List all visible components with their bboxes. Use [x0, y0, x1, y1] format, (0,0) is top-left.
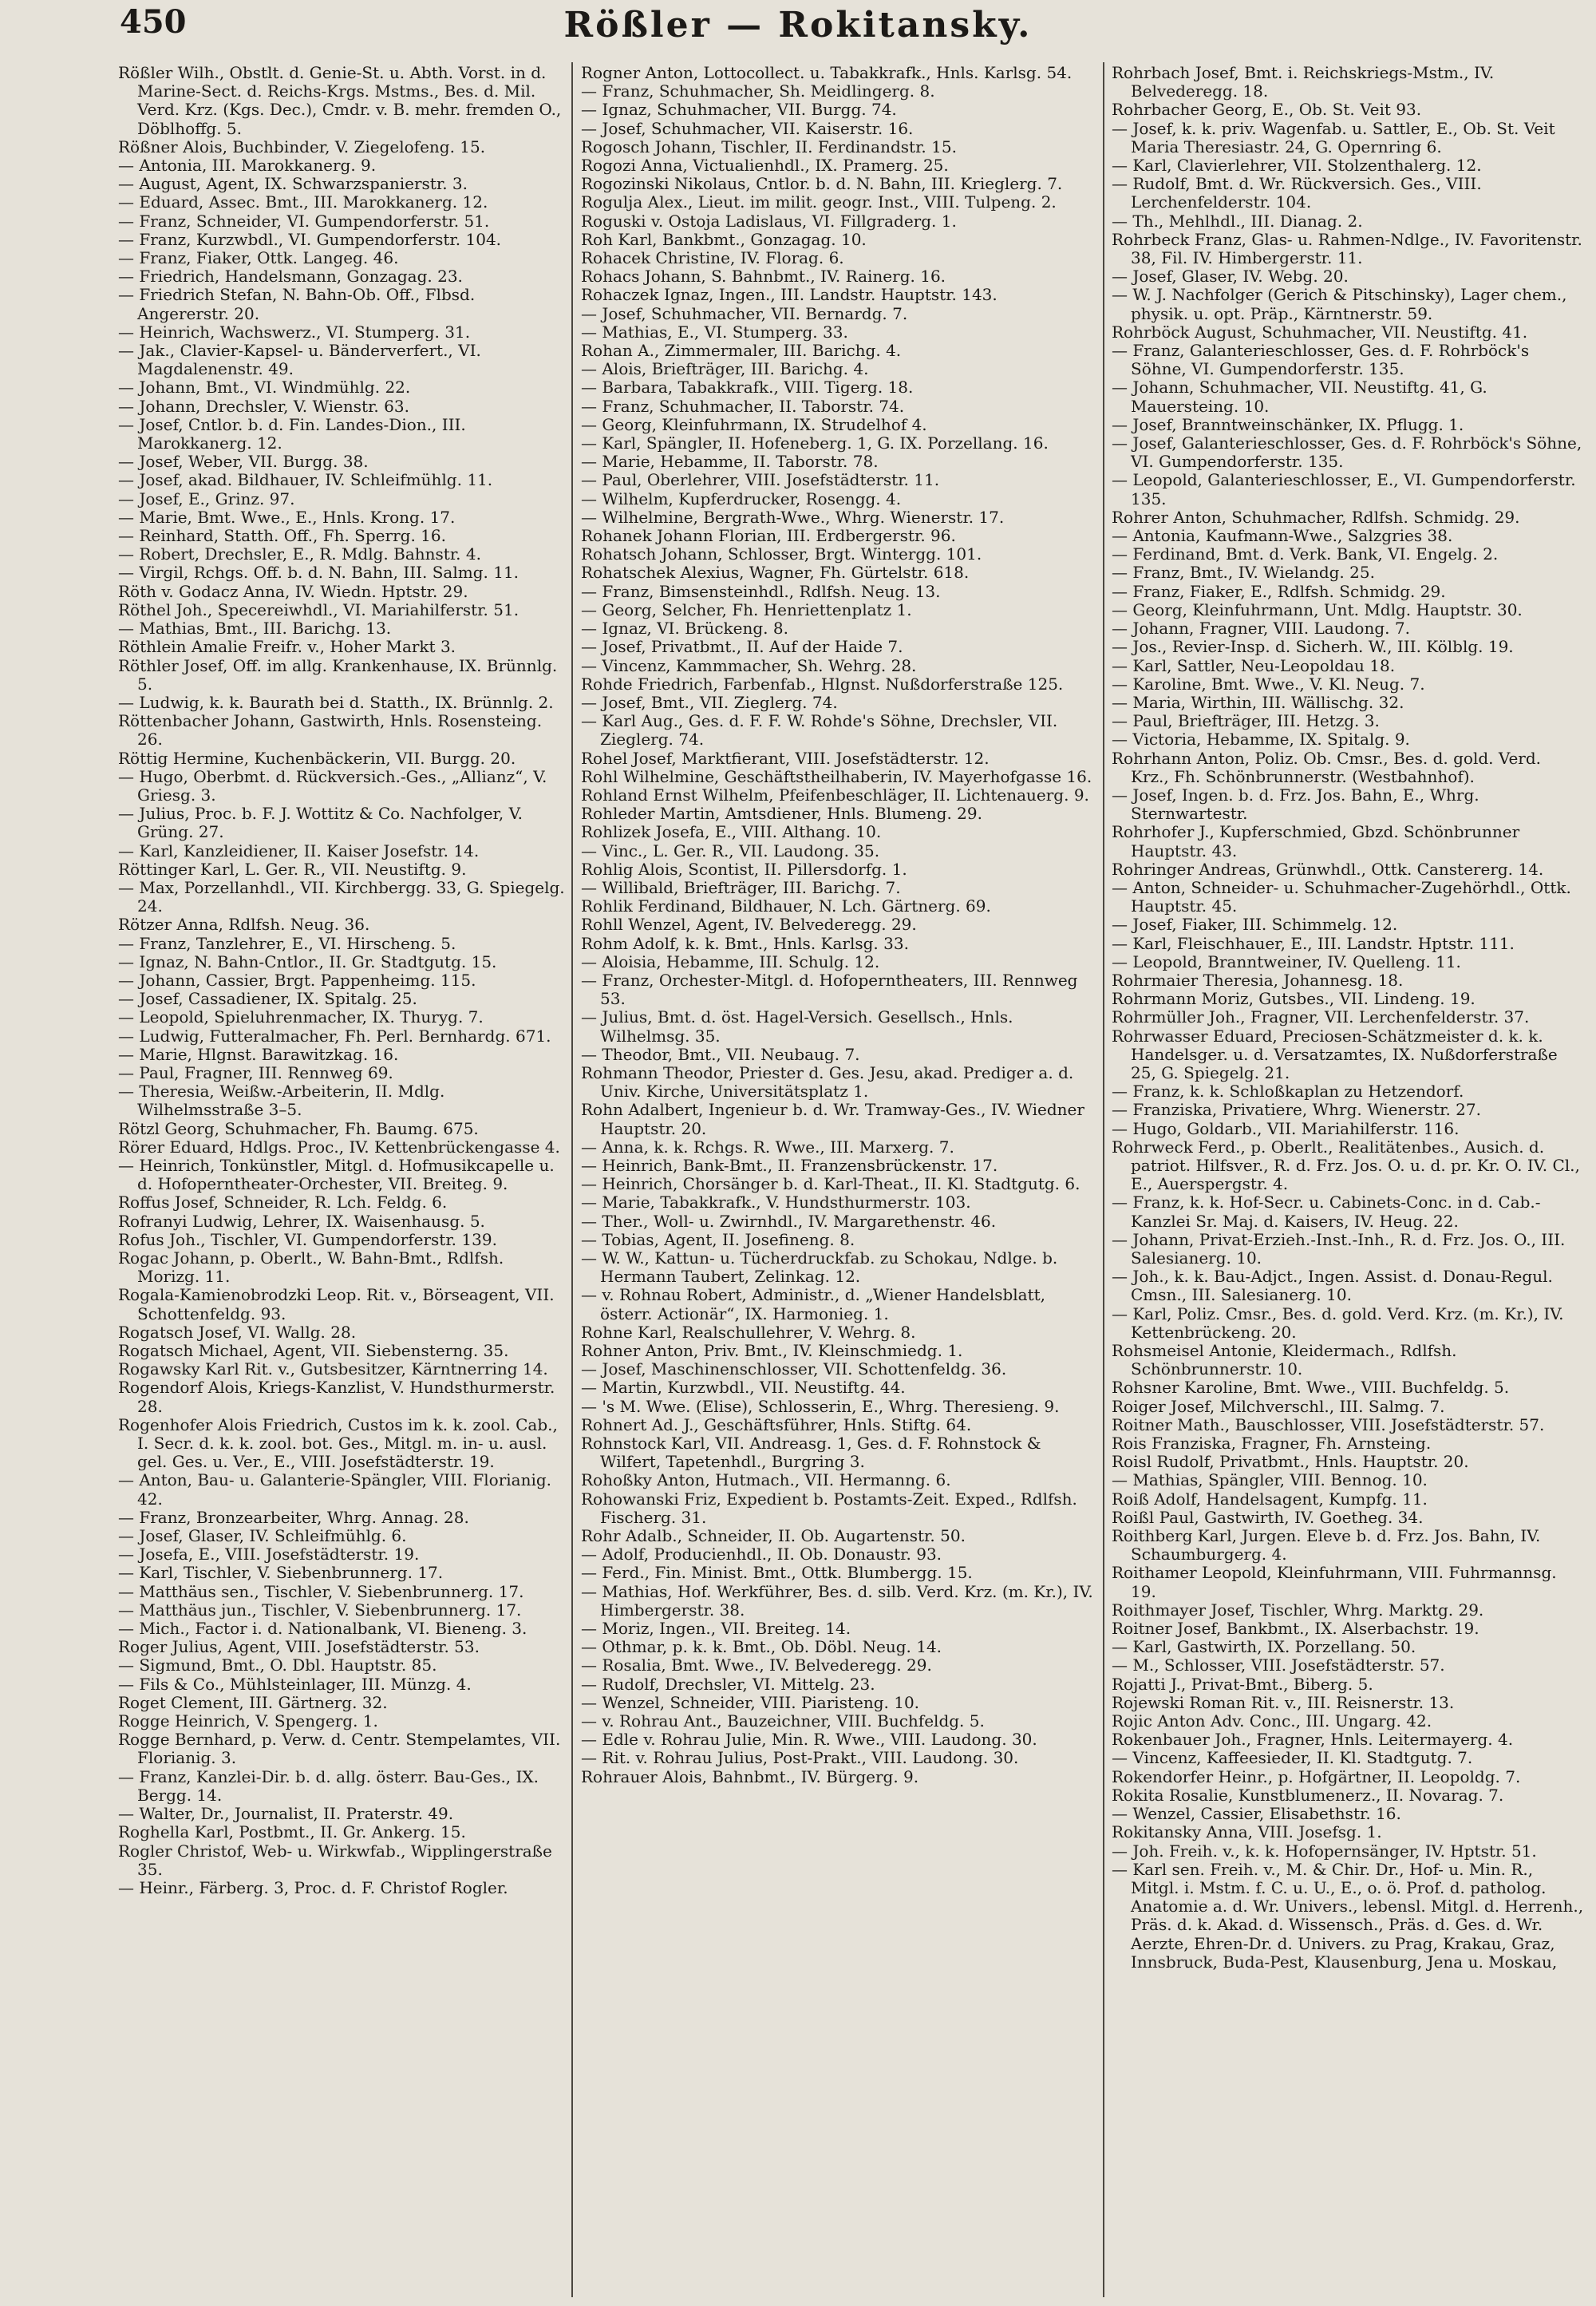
directory-entry: Rokendorfer Heinr., p. Hofgärtner, II. Leopoldg. 7. [1112, 1766, 1521, 1786]
directory-entry: Rohrbeck Franz, Glas- u. Rahmen-Ndlge., IV. Favoritenstr. 38, Fil. IV. Himbergerstr. 11. [1112, 229, 1582, 268]
directory-entry: — Josef, Glaser, IV. Webg. 20. [1112, 267, 1349, 287]
directory-entry: Rohmann Theodor, Priester d. Ges. Jesu, akad. Prediger a. d. Univ. Kirche, Universitätsplatz 1. [581, 1062, 1074, 1102]
directory-entry: — 's M. Wwe. (Elise), Schlosserin, E., Whrg. Theresieng. 9. [581, 1396, 1060, 1416]
directory-entry: — Karl Aug., Ges. d. F. F. W. Rohde's Söhne, Drechsler, VII. Zieglerg. 74. [581, 711, 1058, 750]
directory-entry: — Karoline, Bmt. Wwe., V. Kl. Neug. 7. [1112, 674, 1425, 694]
directory-entry: — Mathias, E., VI. Stumperg. 33. [581, 322, 848, 342]
directory-entry: Roithmayer Josef, Tischler, Whrg. Marktg. 29. [1112, 1600, 1484, 1620]
directory-entry: — Ludwig, k. k. Baurath bei d. Statth., IX. Brünnlg. 2. [118, 692, 554, 712]
directory-entry: — Franz, Fiaker, Ottk. Langeg. 46. [118, 248, 399, 268]
directory-entry: — Heinrich, Tonkünstler, Mitgl. d. Hofmusikcapelle u. d. Hofoperntheater-Orchester, VII. Breiteg. 9. [118, 1155, 555, 1194]
directory-entry: — Theodor, Bmt., VII. Neubaug. 7. [581, 1044, 860, 1064]
directory-entry: — Franz, Tanzlehrer, E., VI. Hirscheng. 5. [118, 933, 456, 953]
directory-entry: Rohll Wenzel, Agent, IV. Belvederegg. 29. [581, 915, 917, 935]
directory-entry: Roißl Paul, Gastwirth, IV. Goetheg. 34. [1112, 1507, 1424, 1527]
directory-entry: — Sigmund, Bmt., O. Dbl. Hauptstr. 85. [118, 1655, 437, 1675]
directory-entry: Rohel Josef, Marktfierant, VIII. Josefstädterstr. 12. [581, 748, 990, 768]
directory-entry: Rohlik Ferdinand, Bildhauer, N. Lch. Gärtnerg. 69. [581, 896, 991, 916]
directory-entry: — Franz, Orchester-Mitgl. d. Hofoperntheaters, III. Rennweg 53. [581, 970, 1078, 1009]
directory-entry: — Robert, Drechsler, E., R. Mdlg. Bahnstr. 4. [118, 544, 481, 564]
directory-entry: — Matthäus jun., Tischler, V. Siebenbrunnerg. 17. [118, 1600, 522, 1620]
directory-entry: — Rosalia, Bmt. Wwe., IV. Belvederegg. 29. [581, 1655, 932, 1675]
directory-entry: Rohleder Martin, Amtsdiener, Hnls. Blumeng. 29. [581, 804, 982, 824]
directory-entry: — Karl, Gastwirth, IX. Porzellang. 50. [1112, 1637, 1416, 1657]
directory-entry: Rohanek Johann Florian, III. Erdbergerstr. 96. [581, 526, 956, 546]
directory-entry: Rohnstock Karl, VII. Andreasg. 1, Ges. d. F. Rohnstock & Wilfert, Tapetenhdl., Burgring 3. [581, 1434, 1041, 1472]
directory-entry: — Johann, Privat-Erzieh.-Inst.-Inh., R. d. Frz. Jos. O., III. Salesianerg. 10. [1112, 1229, 1566, 1268]
directory-entry: — Hugo, Goldarb., VII. Mariahilferstr. 116. [1112, 1118, 1460, 1138]
directory-entry: — Jak., Clavier-Kapsel- u. Bänderverfert., VI. Magdalenenstr. 49. [118, 341, 481, 379]
directory-entry: — Josef, Cntlor. b. d. Fin. Landes-Dion., III. Marokkanerg. 12. [118, 414, 466, 453]
column-1 [118, 64, 565, 2291]
directory-entry: Röttig Hermine, Kuchenbäckerin, VII. Burgg. 20. [118, 748, 516, 768]
directory-entry: — Ignaz, Schuhmacher, VII. Burgg. 74. [581, 100, 897, 120]
directory-entry: — Leopold, Spieluhrenmacher, IX. Thuryg. 7. [118, 1007, 484, 1027]
directory-entry: Rohrbacher Georg, E., Ob. St. Veit 93. [1112, 100, 1422, 120]
directory-entry: — Marie, Hebamme, II. Taborstr. 78. [581, 452, 879, 472]
directory-entry: Rohland Ernst Wilhelm, Pfeifenbeschläger, II. Lichtenauerg. 9. [581, 785, 1089, 805]
directory-entry: — Karl, Kanzleidiener, II. Kaiser Josefstr. 14. [118, 841, 480, 860]
directory-entry: — Franz, Schuhmacher, Sh. Meidlingerg. 8. [581, 81, 935, 101]
directory-entry: — Franz, k. k. Schloßkaplan zu Hetzendorf. [1112, 1082, 1464, 1102]
directory-entry: — Julius, Bmt. d. öst. Hagel-Versich. Gesellsch., Hnls. Wilhelmsg. 35. [581, 1007, 1013, 1046]
directory-entry: Roitner Math., Bauschlosser, VIII. Josefstädterstr. 57. [1112, 1414, 1545, 1434]
directory-entry: — Julius, Proc. b. F. J. Wottitz & Co. Nachfolger, V. Grüng. 27. [118, 804, 523, 842]
directory-entry: Rohrmann Moriz, Gutsbes., VII. Lindeng. 19. [1112, 989, 1476, 1009]
directory-entry: Rogosch Johann, Tischler, II. Ferdinandstr. 15. [581, 136, 957, 156]
directory-entry: — Ferd., Fin. Minist. Bmt., Ottk. Blumbergg. 15. [581, 1563, 973, 1583]
directory-entry: Rohlig Alois, Scontist, II. Pillersdorfg. 1. [581, 859, 907, 879]
directory-entry: — Karl, Tischler, V. Siebenbrunnerg. 17. [118, 1563, 444, 1583]
directory-entry: — Josef, Bmt., VII. Zieglerg. 74. [581, 692, 838, 712]
directory-entry: Roffus Josef, Schneider, R. Lch. Feldg. 6. [118, 1193, 448, 1212]
directory-entry: Rohrböck August, Schuhmacher, VII. Neustiftg. 41. [1112, 322, 1528, 342]
directory-entry: — Fils & Co., Mühlsteinlager, III. Münzg. 4. [118, 1674, 472, 1694]
directory-entry: — Joh. Freih. v., k. k. Hofopernsänger, IV. Hptstr. 51. [1112, 1841, 1537, 1861]
directory-entry: — Wilhelm, Kupferdrucker, Rosengg. 4. [581, 488, 902, 508]
directory-entry: Roitner Josef, Bankbmt., IX. Alserbachstr. 19. [1112, 1619, 1479, 1639]
directory-entry: — Friedrich, Handelsmann, Gonzagag. 23. [118, 267, 463, 287]
directory-entry: — Paul, Briefträger, III. Hetzg. 3. [1112, 711, 1380, 731]
directory-entry: — Mathias, Hof. Werkführer, Bes. d. silb. Verd. Krz. (m. Kr.), IV. Himbergerstr. 38. [581, 1581, 1093, 1620]
directory-entry: Röttenbacher Johann, Gastwirth, Hnls. Rosensteing. 26. [118, 711, 543, 750]
directory-entry: — Virgil, Rchgs. Off. b. d. N. Bahn, III. Salmg. 11. [118, 563, 519, 583]
directory-entry: — Th., Mehlhdl., III. Dianag. 2. [1112, 211, 1363, 231]
directory-entry: Roiger Josef, Milchverschl., III. Salmg. 7. [1112, 1396, 1445, 1416]
directory-entry: — Antonia, III. Marokkanerg. 9. [118, 156, 377, 176]
directory-entry: — Heinrich, Bank-Bmt., II. Franzensbrückenstr. 17. [581, 1155, 998, 1175]
directory-entry: Roiß Adolf, Handelsagent, Kumpfg. 11. [1112, 1489, 1428, 1509]
directory-entry: Rohrmüller Joh., Fragner, VII. Lerchenfelderstr. 37. [1112, 1007, 1530, 1027]
directory-entry: — Walter, Dr., Journalist, II. Praterstr. 49. [118, 1804, 454, 1824]
directory-entry: Rohsmeisel Antonie, Kleidermach., Rdlfsh. Schönbrunnerstr. 10. [1112, 1341, 1457, 1379]
directory-entry: Rogala-Kamienobrodzki Leop. Rit. v., Börseagent, VII. Schottenfeldg. 93. [118, 1285, 555, 1323]
directory-entry: — Heinr., Färberg. 3, Proc. d. F. Christof Rogler. [118, 1877, 508, 1897]
directory-entry: Rojatti J., Privat-Bmt., Biberg. 5. [1112, 1674, 1373, 1694]
directory-entry: — Friedrich Stefan, N. Bahn-Ob. Off., Flbsd. Angererstr. 20. [118, 285, 476, 323]
directory-entry: — Franz, Kanzlei-Dir. b. d. allg. österr. Bau-Ges., IX. Bergg. 14. [118, 1766, 539, 1805]
directory-entry: — Theresia, Weißw.-Arbeiterin, II. Mdlg. Wilhelmsstraße 3–5. [118, 1082, 445, 1120]
directory-entry: — M., Schlosser, VIII. Josefstädterstr. 57. [1112, 1655, 1445, 1675]
directory-entry: — Georg, Kleinfuhrmann, IX. Strudelhof 4. [581, 414, 927, 434]
directory-entry: Rohlizek Josefa, E., VIII. Althang. 10. [581, 822, 882, 842]
directory-entry: — Johann, Fragner, VIII. Laudong. 7. [1112, 619, 1410, 639]
directory-entry: Rohatschek Alexius, Wagner, Fh. Gürtelstr. 618. [581, 563, 970, 583]
directory-entry: Roger Julius, Agent, VIII. Josefstädterstr. 53. [118, 1637, 480, 1657]
directory-entry: Röthel Joh., Specereiwhdl., VI. Mariahilferstr. 51. [118, 599, 519, 619]
directory-entry: Rohm Adolf, k. k. Bmt., Hnls. Karlsg. 33. [581, 933, 909, 953]
directory-entry: — Leopold, Branntweiner, IV. Quelleng. 11. [1112, 951, 1461, 971]
directory-entry: — Josef, Privatbmt., II. Auf der Haide 7. [581, 637, 903, 657]
directory-entry: — Josef, Maschinenschlosser, VII. Schottenfeldg. 36. [581, 1359, 1007, 1379]
column-2 [581, 64, 1096, 2291]
directory-entry: Rötzer Anna, Rdlfsh. Neug. 36. [118, 915, 370, 935]
directory-entry: Röthlein Amalie Freifr. v., Hoher Markt 3. [118, 637, 456, 657]
directory-entry: — Marie, Hlgnst. Barawitzkag. 16. [118, 1044, 399, 1064]
directory-entry: — Johann, Cassier, Brgt. Pappenheimg. 115. [118, 970, 476, 990]
directory-entry: Rogozi Anna, Victualienhdl., IX. Pramerg. 25. [581, 156, 949, 176]
directory-entry: — Reinhard, Statth. Off., Fh. Sperrg. 16. [118, 526, 446, 546]
directory-entry: Roithberg Karl, Jurgen. Eleve b. d. Frz. Jos. Bahn, IV. Schaumburgerg. 4. [1112, 1526, 1541, 1564]
directory-entry: Rohacek Christine, IV. Florag. 6. [581, 248, 844, 268]
directory-entry: — Ludwig, Futteralmacher, Fh. Perl. Bernhardg. 671. [118, 1026, 551, 1046]
directory-entry: Rogatsch Michael, Agent, VII. Siebensterng. 35. [118, 1341, 509, 1361]
directory-entry: — Karl, Spängler, II. Hofeneberg. 1, G. IX. Porzellang. 16. [581, 433, 1049, 453]
directory-entry: Rößner Alois, Buchbinder, V. Ziegelofeng. 15. [118, 136, 486, 156]
directory-entry: Rohrhann Anton, Poliz. Ob. Cmsr., Bes. d. gold. Verd. Krz., Fh. Schönbrunnerstr. (Westbahnhof). [1112, 748, 1542, 786]
directory-entry: Roithamer Leopold, Kleinfuhrmann, VIII. Fuhrmannsg. 19. [1112, 1563, 1557, 1601]
directory-entry: Rogatsch Josef, VI. Wallg. 28. [118, 1322, 357, 1342]
directory-entry: Rohacs Johann, S. Bahnbmt., IV. Rainerg. 16. [581, 267, 946, 287]
directory-entry: Rötzl Georg, Schuhmacher, Fh. Baumg. 675. [118, 1118, 479, 1138]
directory-entry: — Josef, Fiaker, III. Schimmelg. 12. [1112, 915, 1398, 935]
directory-entry: Roget Clement, III. Gärtnerg. 32. [118, 1692, 388, 1712]
directory-entry: — Franz, k. k. Hof-Secr. u. Cabinets-Conc. in d. Cab.-Kanzlei Sr. Maj. d. Kaisers, IV. Heug. 22. [1112, 1193, 1541, 1231]
directory-entry: — Franz, Schneider, VI. Gumpendorferstr. 51. [118, 211, 490, 231]
directory-entry: — Franz, Bronzearbeiter, Whrg. Annag. 28. [118, 1507, 469, 1527]
directory-entry: — Karl, Sattler, Neu-Leopoldau 18. [1112, 655, 1396, 675]
directory-entry: Rohrmaier Theresia, Johannesg. 18. [1112, 970, 1404, 990]
directory-entry: Rohrweck Ferd., p. Oberlt., Realitätenbes., Ausich. d. patriot. Hilfsver., R. d. Frz. Jos. O. u. d. pr. Kr. O. IV. Cl., E., Auerspergstr. 4. [1112, 1137, 1580, 1194]
page-number: 450 [120, 3, 187, 41]
directory-entry: — Johann, Drechsler, V. Wienstr. 63. [118, 396, 409, 416]
directory-entry: — Mathias, Bmt., III. Barichg. 13. [118, 619, 392, 639]
directory-entry: Rößler Wilh., Obstlt. d. Genie-St. u. Abth. Vorst. in d. Marine-Sect. d. Reichs-Krgs. Mstms., Bes. d. Mil. Verd. Krz. (Kgs. Dec.), Cmdr. v. B. mehr. fremden O., Döblhoffg. 5. [118, 64, 562, 138]
directory-entry: — Anna, k. k. Rchgs. R. Wwe., III. Marxerg. 7. [581, 1137, 954, 1157]
directory-entry: — Georg, Kleinfuhrmann, Unt. Mdlg. Hauptstr. 30. [1112, 599, 1523, 619]
directory-entry: — Aloisia, Hebamme, III. Schulg. 12. [581, 951, 880, 971]
directory-entry: Rogulja Alex., Lieut. im milit. geogr. Inst., VIII. Tulpeng. 2. [581, 192, 1057, 212]
directory-entry: — Alois, Briefträger, III. Barichg. 4. [581, 359, 869, 379]
directory-entry: — Ther., Woll- u. Zwirnhdl., IV. Margarethenstr. 46. [581, 1211, 997, 1231]
directory-entry: Rofus Joh., Tischler, VI. Gumpendorferstr. 139. [118, 1229, 497, 1249]
directory-entry: Roguski v. Ostoja Ladislaus, VI. Fillgraderg. 1. [581, 211, 957, 231]
directory-entry: — Maria, Wirthin, III. Wällischg. 32. [1112, 692, 1404, 712]
directory-entry: Rohan A., Zimmermaler, III. Barichg. 4. [581, 341, 902, 361]
directory-entry: — Franz, Bmt., IV. Wielandg. 25. [1112, 563, 1375, 583]
directory-entry: Rohaczek Ignaz, Ingen., III. Landstr. Hauptstr. 143. [581, 285, 998, 305]
directory-entry: — Josef, akad. Bildhauer, IV. Schleifmühlg. 11. [118, 470, 493, 490]
directory-entry: Rogge Heinrich, V. Spengerg. 1. [118, 1711, 378, 1731]
directory-entry: Rohrwasser Eduard, Preciosen-Schätzmeister d. k. k. Handelsger. u. d. Versatzamtes, IX. Nußdorferstraße 25, G. Spiegelg. 21. [1112, 1026, 1558, 1082]
directory-entry: Rogler Christof, Web- u. Wirkwfab., Wipplingerstraße 35. [118, 1841, 552, 1879]
directory-entry: — Karl, Clavierlehrer, VII. Stolzenthalerg. 12. [1112, 156, 1482, 176]
directory-entry: — Franziska, Privatiere, Whrg. Wienerstr. 27. [1112, 1100, 1481, 1120]
directory-entry: — Paul, Oberlehrer, VIII. Josefstädterstr. 11. [581, 470, 940, 490]
directory-entry: Rohnert Ad. J., Geschäftsführer, Hnls. Stiftg. 64. [581, 1414, 972, 1434]
directory-entry: — Karl, Poliz. Cmsr., Bes. d. gold. Verd. Krz. (m. Kr.), IV. Kettenbrückeng. 20. [1112, 1303, 1564, 1342]
directory-entry: Rois Franziska, Fragner, Fh. Arnsteing. [1112, 1434, 1432, 1454]
directory-entry: Rogawsky Karl Rit. v., Gutsbesitzer, Kärntnerring 14. [118, 1359, 548, 1379]
directory-entry: — Franz, Fiaker, E., Rdlfsh. Schmidg. 29. [1112, 581, 1446, 601]
directory-entry: Rogner Anton, Lottocollect. u. Tabakkrafk., Hnls. Karlsg. 54. [581, 64, 1073, 82]
directory-entry: — Vincenz, Kaffeesieder, II. Kl. Stadtgutg. 7. [1112, 1748, 1473, 1768]
column-divider [1103, 62, 1104, 2297]
directory-entry: — Edle v. Rohrau Julie, Min. R. Wwe., VIII. Laudong. 30. [581, 1730, 1037, 1750]
directory-entry: — Josef, Glaser, IV. Schleifmühlg. 6. [118, 1526, 407, 1546]
directory-entry: Rohringer Andreas, Grünwhdl., Ottk. Canstererg. 14. [1112, 859, 1544, 879]
directory-entry: — Karl sen. Freih. v., M. & Chir. Dr., Hof- u. Min. R., Mitgl. i. Mstm. f. C. u. U., E., o. ö. Prof. d. patholog. Anatomie a. d. Wr. Univers., lebensl. Mitgl. d. Herrenh., Präs. d. k. Akad. d. Wissensch., Präs. d. Ges. d. Wr. Aerzte, Ehren-Dr. d. Univers. zu Prag, Krakau, Graz, Innsbruck, Buda-Pest, Klausenburg, Jena u. Moskau, [1112, 1859, 1584, 1972]
directory-entry: — Willibald, Briefträger, III. Barichg. 7. [581, 877, 901, 897]
directory-entry: — Franz, Bimsensteinhdl., Rdlfsh. Neug. 13. [581, 581, 941, 601]
directory-entry: — Martin, Kurzwbdl., VII. Neustiftg. 44. [581, 1378, 906, 1398]
directory-entry: Rohner Anton, Priv. Bmt., IV. Kleinschmiedg. 1. [581, 1341, 963, 1361]
page-header [0, 0, 1596, 61]
directory-entry: Rogenhofer Alois Friedrich, Custos im k. k. zool. Cab., I. Secr. d. k. k. zool. bot. Ges., Mitgl. m. in- u. ausl. gel. Ges. u. Ver., E., VIII. Josefstädterstr. 19. [118, 1414, 558, 1472]
directory-entry: — August, Agent, IX. Schwarzspanierstr. 3. [118, 174, 468, 194]
directory-entry: — Josef, Galanterieschlosser, Ges. d. F. Rohrböck's Söhne, VI. Gumpendorferstr. 135. [1112, 433, 1582, 472]
directory-entry: Rogendorf Alois, Kriegs-Kanzlist, V. Hundsthurmerstr. 28. [118, 1378, 555, 1416]
directory-entry: Rohr Adalb., Schneider, II. Ob. Augartenstr. 50. [581, 1526, 966, 1546]
directory-entry: — Vincenz, Kammmacher, Sh. Wehrg. 28. [581, 655, 917, 675]
directory-entry: Rojewski Roman Rit. v., III. Reisnerstr. 13. [1112, 1692, 1455, 1712]
directory-entry: — Johann, Bmt., VI. Windmühlg. 22. [118, 378, 411, 398]
directory-entry: — Moriz, Ingen., VII. Breiteg. 14. [581, 1619, 851, 1639]
directory-entry: — W. W., Kattun- u. Tücherdruckfab. zu Schokau, Ndlge. b. Hermann Taubert, Zelinkag. 12. [581, 1248, 1058, 1287]
directory-entry: — Heinrich, Chorsänger b. d. Karl-Theat., II. Kl. Stadtgutg. 6. [581, 1174, 1080, 1194]
directory-entry: — Mich., Factor i. d. Nationalbank, VI. Bieneng. 3. [118, 1619, 527, 1639]
directory-entry: — v. Rohrau Ant., Bauzeichner, VIII. Buchfeldg. 5. [581, 1711, 985, 1731]
directory-entry: Rofranyi Ludwig, Lehrer, IX. Waisenhausg. 5. [118, 1211, 485, 1231]
directory-entry: Rohrauer Alois, Bahnbmt., IV. Bürgerg. 9. [581, 1766, 919, 1786]
directory-entry: Rogozinski Nikolaus, Cntlor. b. d. N. Bahn, III. Krieglerg. 7. [581, 174, 1063, 194]
directory-entry: Rohatsch Johann, Schlosser, Brgt. Wintergg. 101. [581, 544, 982, 564]
directory-entry: — Paul, Fragner, III. Rennweg 69. [118, 1062, 393, 1082]
directory-entry: Rohne Karl, Realschullehrer, V. Wehrg. 8. [581, 1322, 916, 1342]
directory-entry: — Heinrich, Wachswerz., VI. Stumperg. 31. [118, 322, 471, 342]
directory-entry: — Max, Porzellanhdl., VII. Kirchbergg. 33, G. Spiegelg. 24. [118, 877, 565, 916]
directory-entry: Rohl Wilhelmine, Geschäftstheilhaberin, IV. Mayerhofgasse 16. [581, 766, 1092, 786]
directory-entry: — Josef, Cassadiener, IX. Spitalg. 25. [118, 989, 417, 1009]
directory-entry: — Josef, Ingen. b. d. Frz. Jos. Bahn, E., Whrg. Sternwartestr. [1112, 785, 1479, 824]
directory-entry: — Ignaz, VI. Brückeng. 8. [581, 619, 788, 639]
directory-entry: — Joh., k. k. Bau-Adjct., Ingen. Assist. d. Donau-Regul. Cmsn., III. Salesianerg. 10. [1112, 1267, 1553, 1305]
directory-entry: Rogac Johann, p. Oberlt., W. Bahn-Bmt., Rdlfsh. Morizg. 11. [118, 1248, 504, 1287]
directory-entry: — Franz, Galanterieschlosser, Ges. d. F. Rohrböck's Söhne, VI. Gumpendorferstr. 135. [1112, 341, 1530, 379]
directory-entry: Rogge Bernhard, p. Verw. d. Centr. Stempelamtes, VII. Florianig. 3. [118, 1730, 561, 1768]
directory-entry: Roghella Karl, Postbmt., II. Gr. Ankerg. 15. [118, 1822, 466, 1842]
directory-entry: — Johann, Schuhmacher, VII. Neustiftg. 41, G. Mauersteing. 10. [1112, 378, 1487, 416]
directory-entry: Roisl Rudolf, Privatbmt., Hnls. Hauptstr. 20. [1112, 1452, 1469, 1472]
directory-entry: — Wenzel, Schneider, VIII. Piaristeng. 10. [581, 1692, 920, 1712]
directory-entry: Rohsner Karoline, Bmt. Wwe., VIII. Buchfeldg. 5. [1112, 1378, 1510, 1398]
directory-entry: Rohde Friedrich, Farbenfab., Hlgnst. Nußdorferstraße 125. [581, 674, 1064, 694]
directory-entry: — Antonia, Kaufmann-Wwe., Salzgries 38. [1112, 526, 1453, 546]
directory-entry: Rohrhofer J., Kupferschmied, Gbzd. Schönbrunner Hauptstr. 43. [1112, 822, 1520, 860]
directory-entry: — Ignaz, N. Bahn-Cntlor., II. Gr. Stadtgutg. 15. [118, 951, 497, 971]
directory-entry: Röttinger Karl, L. Ger. R., VII. Neustiftg. 9. [118, 859, 467, 879]
directory-entry: — Ferdinand, Bmt. d. Verk. Bank, VI. Engelg. 2. [1112, 544, 1499, 564]
directory-entry: — Josef, Schuhmacher, VII. Kaiserstr. 16. [581, 118, 914, 138]
directory-entry: — Anton, Bau- u. Galanterie-Spängler, VIII. Florianig. 42. [118, 1470, 552, 1509]
directory-entry: — Josefa, E., VIII. Josefstädterstr. 19. [118, 1545, 420, 1564]
directory-entry: — Marie, Tabakkrafk., V. Hundsthurmerstr. 103. [581, 1193, 971, 1212]
directory-entry: — Vinc., L. Ger. R., VII. Laudong. 35. [581, 841, 880, 860]
directory-entry: — v. Rohnau Robert, Administr., d. „Wiener Handelsblatt, österr. Actionär“, IX. Harmonieg. 1. [581, 1285, 1046, 1323]
directory-entry: Röthler Josef, Off. im allg. Krankenhause, IX. Brünnlg. 5. [118, 655, 558, 694]
directory-entry: — Wilhelmine, Bergrath-Wwe., Whrg. Wienerstr. 17. [581, 507, 1005, 527]
directory-entry: — Josef, Schuhmacher, VII. Bernardg. 7. [581, 303, 908, 323]
directory-entry: Rokita Rosalie, Kunstblumenerz., II. Novarag. 7. [1112, 1785, 1504, 1805]
directory-entry: — Josef, k. k. priv. Wagenfab. u. Sattler, E., Ob. St. Veit Maria Theresiastr. 24, G. Opernring 6. [1112, 118, 1555, 156]
directory-entry: — Adolf, Producienhdl., II. Ob. Donaustr. 93. [581, 1545, 942, 1564]
directory-entry: Rojic Anton Adv. Conc., III. Ungarg. 42. [1112, 1711, 1432, 1731]
directory-entry: — Mathias, Spängler, VIII. Bennog. 10. [1112, 1470, 1428, 1490]
directory-entry: — Eduard, Assec. Bmt., III. Marokkanerg. 12. [118, 192, 488, 212]
directory-entry: — Georg, Selcher, Fh. Henriettenplatz 1. [581, 599, 912, 619]
directory-entry: Roh Karl, Bankbmt., Gonzagag. 10. [581, 229, 867, 249]
directory-entry: — Franz, Kurzwbdl., VI. Gumpendorferstr. 104. [118, 229, 502, 249]
directory-entry: Rörer Eduard, Hdlgs. Proc., IV. Kettenbrückengasse 4. [118, 1137, 560, 1157]
directory-entry: — Rudolf, Drechsler, VI. Mittelg. 23. [581, 1674, 875, 1694]
directory-entry: — Hugo, Oberbmt. d. Rückversich.-Ges., „Allianz“, V. Griesg. 3. [118, 766, 547, 805]
directory-entry: — Othmar, p. k. k. Bmt., Ob. Döbl. Neug. 14. [581, 1637, 942, 1657]
directory-entry: Rokitansky Anna, VIII. Josefsg. 1. [1112, 1822, 1382, 1842]
directory-entry: — Josef, Branntweinschänker, IX. Pflugg. 1. [1112, 414, 1464, 434]
directory-entry: — Wenzel, Cassier, Elisabethstr. 16. [1112, 1804, 1401, 1824]
directory-entry: — Marie, Bmt. Wwe., E., Hnls. Krong. 17. [118, 507, 456, 527]
directory-entry: — Jos., Revier-Insp. d. Sicherh. W., III. Kölblg. 19. [1112, 637, 1514, 657]
running-head: Rößler — Rokitansky. [563, 5, 1033, 45]
directory-entry: — Victoria, Hebamme, IX. Spitalg. 9. [1112, 730, 1410, 750]
directory-entry: — Leopold, Galanterieschlosser, E., VI. Gumpendorferstr. 135. [1112, 470, 1576, 508]
directory-entry: Rokenbauer Joh., Fragner, Hnls. Leitermayerg. 4. [1112, 1730, 1514, 1750]
directory-entry: — Josef, E., Grinz. 97. [118, 488, 295, 508]
directory-entry: — Rit. v. Rohrau Julius, Post-Prakt., VIII. Laudong. 30. [581, 1748, 1019, 1768]
directory-entry: — Josef, Weber, VII. Burgg. 38. [118, 452, 369, 472]
directory-entry: Rohowanski Friz, Expedient b. Postamts-Zeit. Exped., Rdlfsh. Fischerg. 31. [581, 1489, 1077, 1527]
directory-entry: — Rudolf, Bmt. d. Wr. Rückversich. Ges., VIII. Lerchenfelderstr. 104. [1112, 174, 1482, 212]
directory-entry: — Matthäus sen., Tischler, V. Siebenbrunnerg. 17. [118, 1581, 524, 1601]
directory-entry: Rohn Adalbert, Ingenieur b. d. Wr. Tramway-Ges., IV. Wiedner Hauptstr. 20. [581, 1100, 1084, 1138]
directory-entry: — W. J. Nachfolger (Gerich & Pitschinsky), Lager chem., physik. u. opt. Präp., Kärntnerstr. 59. [1112, 285, 1567, 323]
directory-entry: — Barbara, Tabakkrafk., VIII. Tigerg. 18. [581, 378, 914, 398]
directory-entry: Röth v. Godacz Anna, IV. Wiedn. Hptstr. 29. [118, 581, 468, 601]
directory-entry: Rohoßky Anton, Hutmach., VII. Hermanng. 6. [581, 1470, 951, 1490]
column-divider [571, 62, 573, 2297]
directory-entry: Rohrer Anton, Schuhmacher, Rdlfsh. Schmidg. 29. [1112, 507, 1520, 527]
directory-entry: — Karl, Fleischhauer, E., III. Landstr. Hptstr. 111. [1112, 933, 1515, 953]
directory-entry: — Anton, Schneider- u. Schuhmacher-Zugehörhdl., Ottk. Hauptstr. 45. [1112, 877, 1571, 916]
column-3 [1112, 64, 1584, 2291]
directory-entry: — Franz, Schuhmacher, II. Taborstr. 74. [581, 396, 905, 416]
directory-entry: — Tobias, Agent, II. Josefineng. 8. [581, 1229, 855, 1249]
directory-entry: Rohrbach Josef, Bmt. i. Reichskriegs-Mstm., IV. Belvederegg. 18. [1112, 64, 1495, 101]
